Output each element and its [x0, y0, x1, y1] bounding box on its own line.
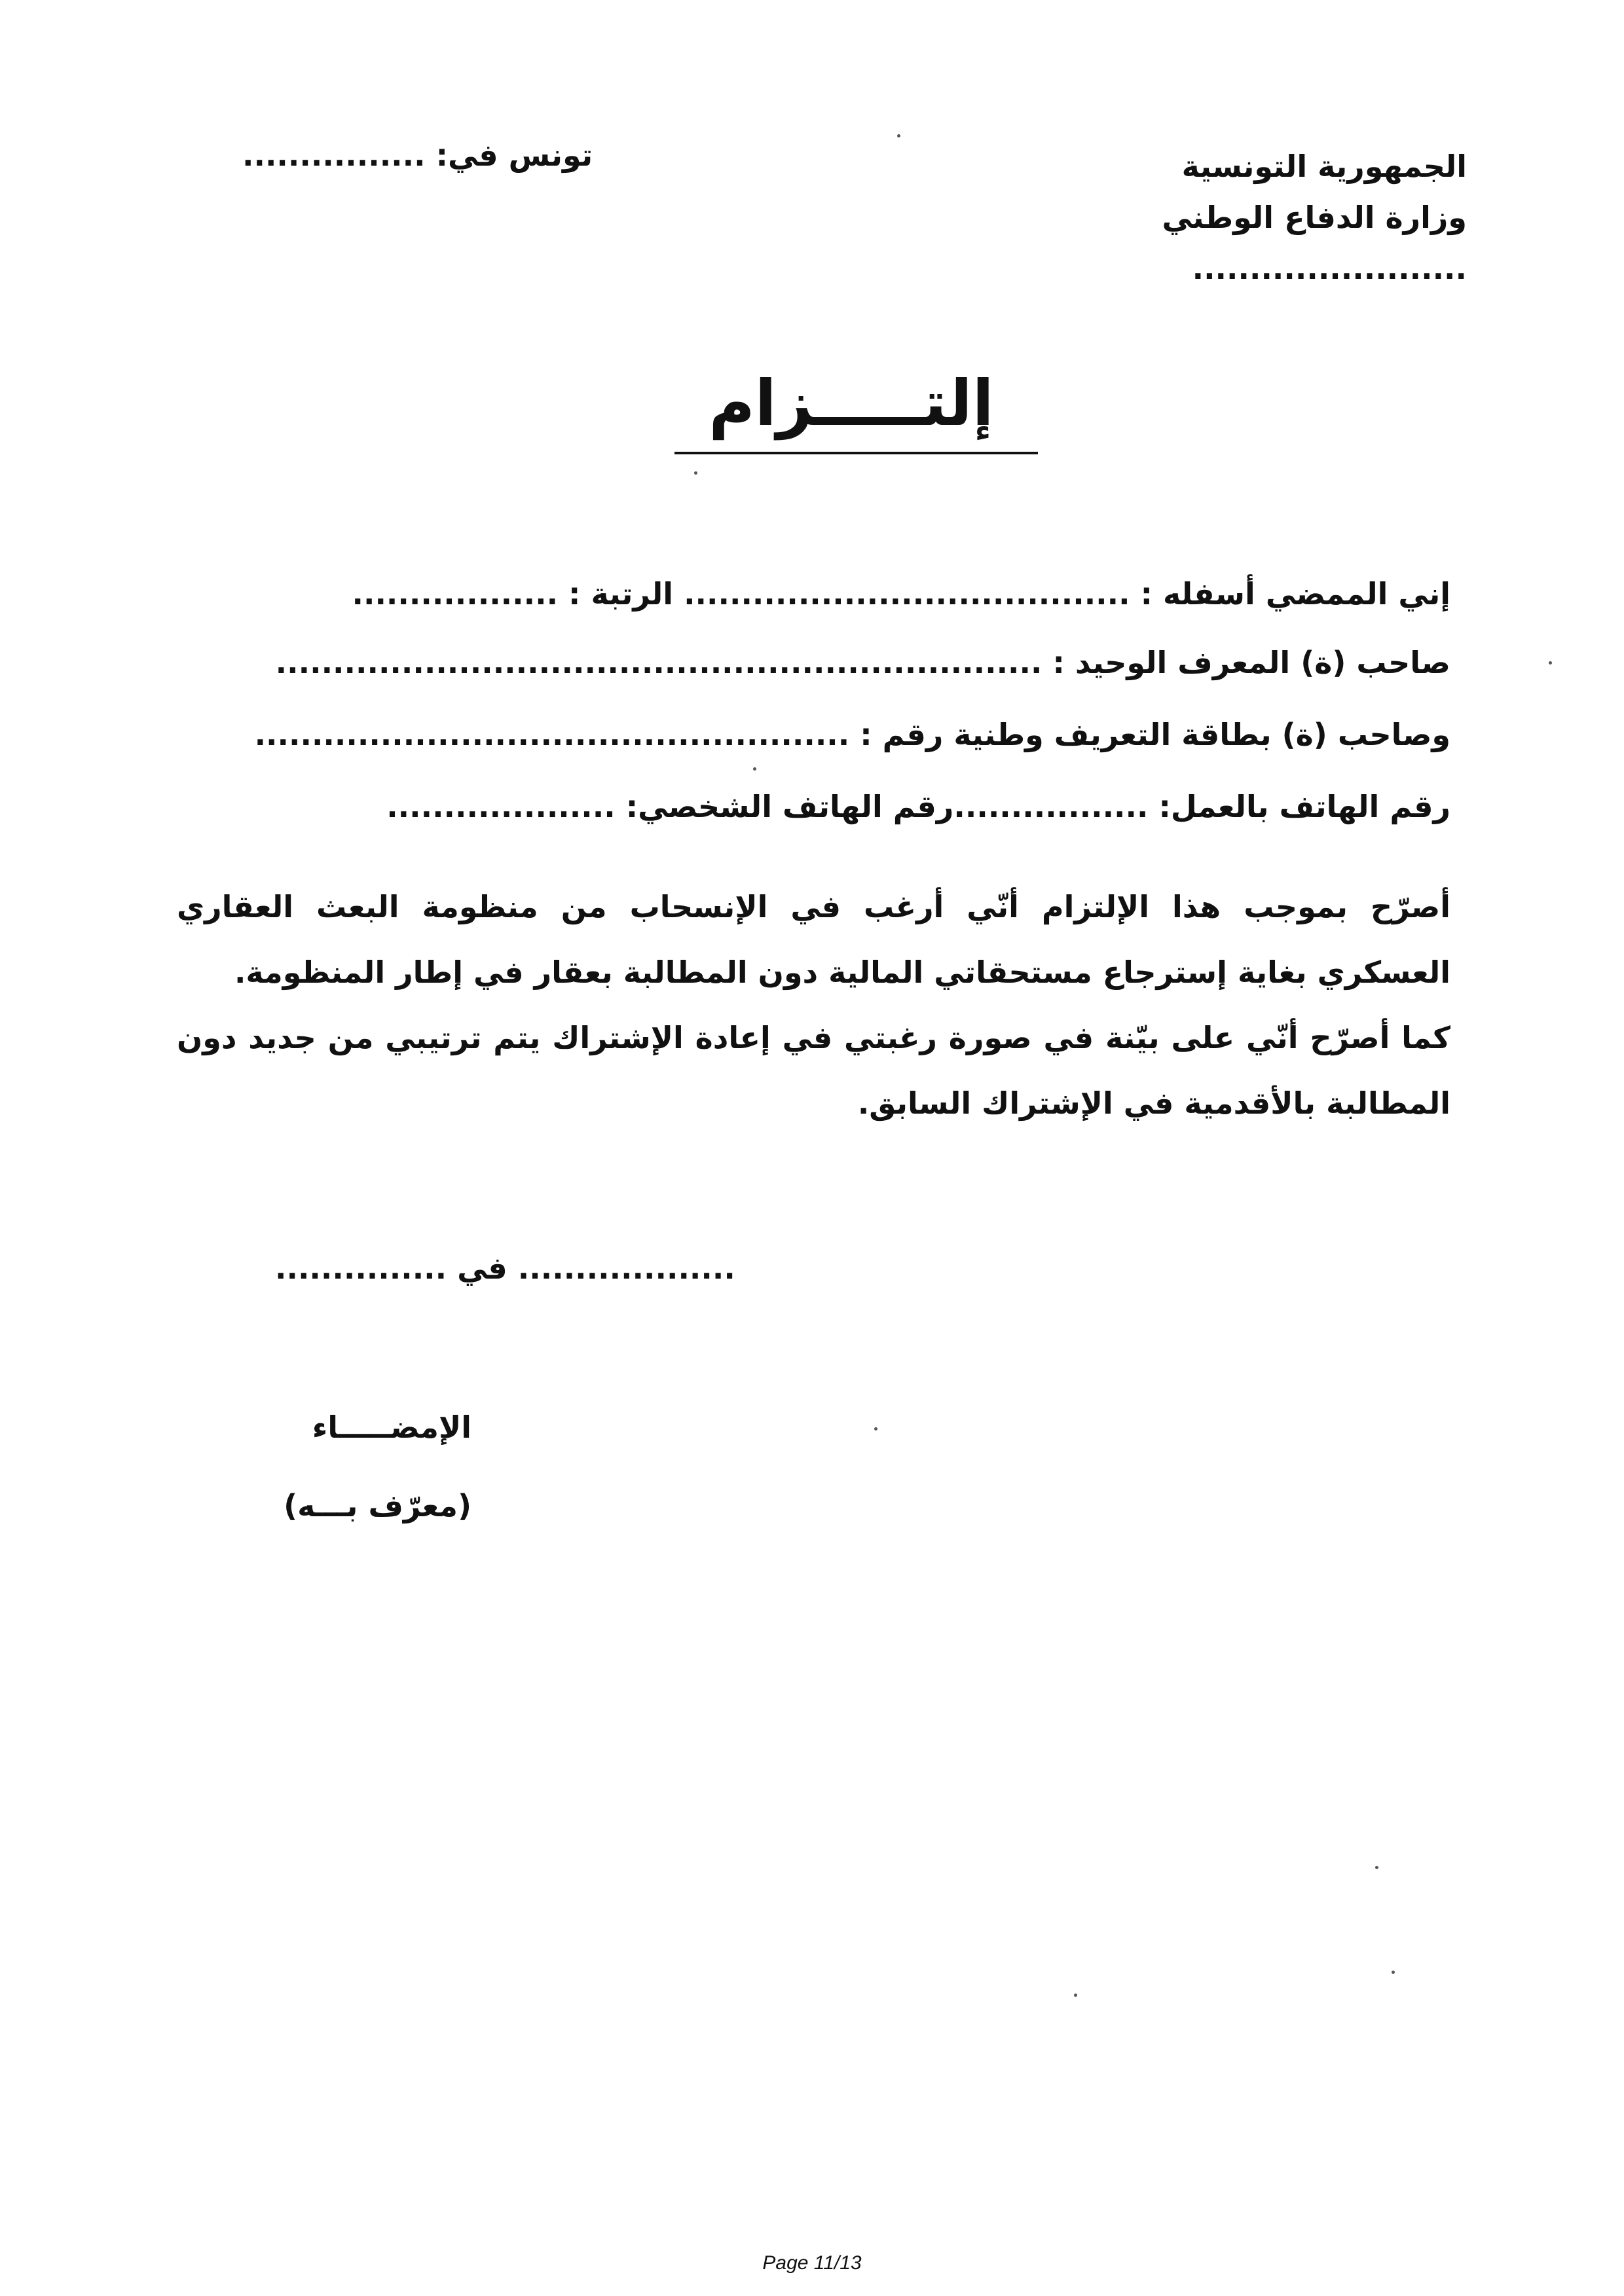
- republic-name: الجمهورية التونسية: [1181, 149, 1467, 184]
- scan-speck: [874, 1427, 877, 1430]
- scan-speck: [1074, 1994, 1077, 1997]
- scan-speck: [1549, 661, 1552, 665]
- scan-speck: [753, 767, 756, 771]
- field-national-id: وصاحب (ة) بطاقة التعريف وطنية رقم : ....................................................: [254, 717, 1450, 752]
- field-name-rank: إني الممضي أسفله : ....................................... الرتبة : ..................: [352, 576, 1450, 611]
- scan-speck: [694, 471, 697, 475]
- scan-speck: [897, 134, 900, 137]
- letterhead: [1008, 141, 1467, 294]
- document-title: إلتـــــزام: [709, 367, 994, 440]
- paragraph-acknowledgement: كما أصرّح أنّي على بيّنة في صورة رغبتي في إعادة الإشتراك يتم ترتيبي من جديد دون المطالبة بالأقدمية في الإشتراك السابق.: [177, 1020, 1450, 1121]
- title-underline: [674, 452, 1038, 454]
- certified-label: (معرّف بـــه): [284, 1488, 471, 1523]
- field-unique-id: صاحب (ة) المعرف الوحيد : ...................................................................: [275, 645, 1450, 680]
- signature-label: الإمضـــــاء: [312, 1410, 471, 1445]
- department-blank: ........................: [1192, 251, 1467, 286]
- scan-speck: [1375, 1866, 1378, 1869]
- header-place-date: تونس في: ................: [242, 137, 593, 173]
- page-number: Page 11/13: [762, 2252, 862, 2274]
- paragraph-declaration: أصرّح بموجب هذا الإلتزام أنّي أرغب في الإنسحاب من منظومة البعث العقاري العسكري بغاية إسترجاع مستحقاتي المالية دون المطالبة بعقار في إطار المنظومة.: [177, 889, 1450, 990]
- closing-place-date: ................... في ...............: [275, 1250, 735, 1286]
- field-phone-numbers: رقم الهاتف بالعمل: .................رقم الهاتف الشخصي: ....................: [386, 789, 1450, 824]
- signature-block: [262, 1388, 471, 1545]
- ministry-name: وزارة الدفاع الوطني: [1162, 200, 1467, 235]
- scan-speck: [1392, 1971, 1395, 1974]
